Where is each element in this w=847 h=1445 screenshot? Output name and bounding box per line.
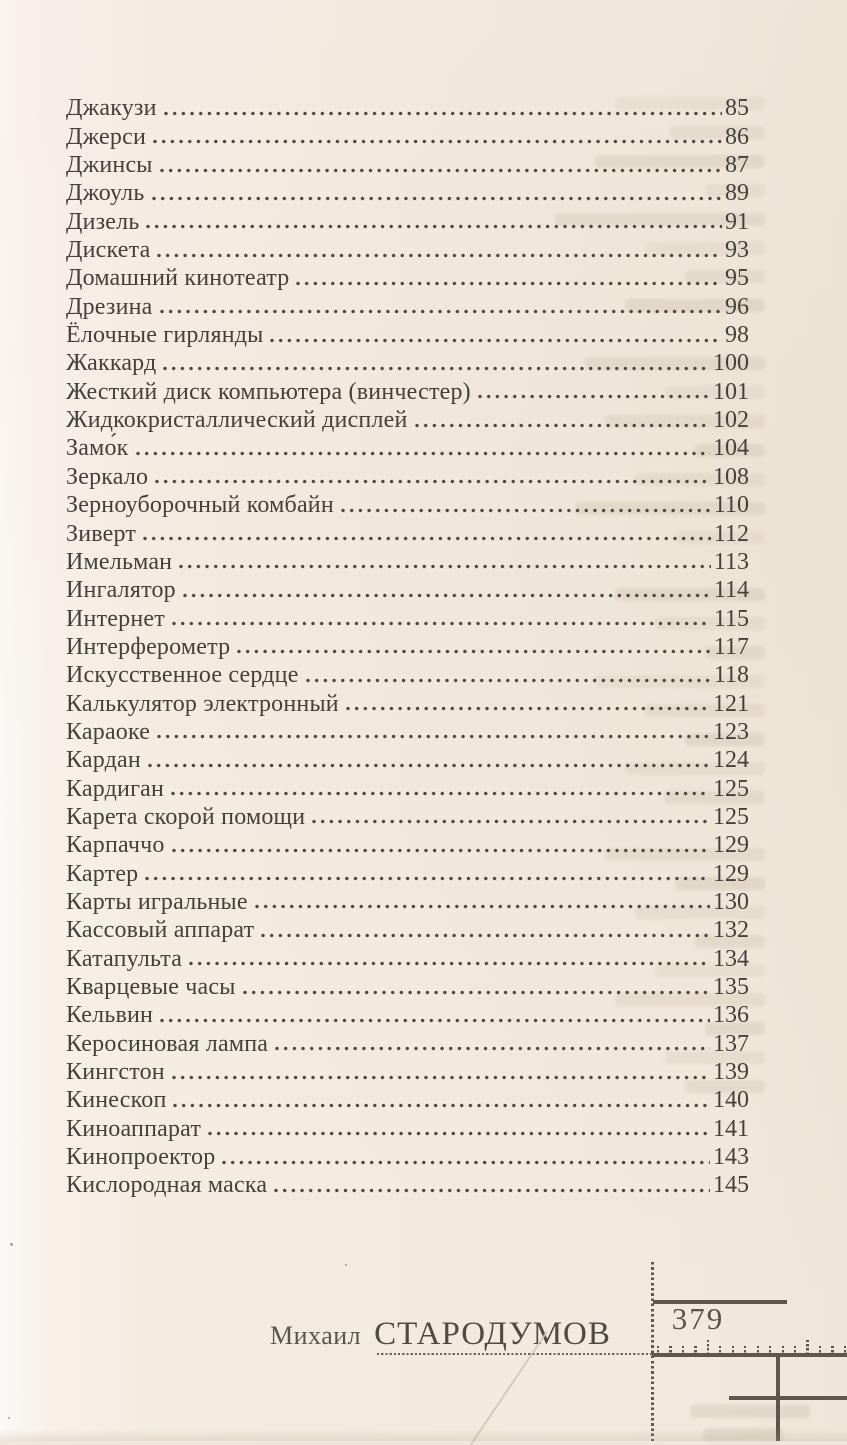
author-last-name: СТАРОДУМОВ [374,1316,611,1352]
leader-dots [172,621,711,626]
leader-dots [183,593,711,598]
entry-title: Джерси [66,123,146,150]
leader-dots [222,1160,710,1165]
entry-page-number: 102 [713,407,749,434]
toc-entry [66,491,749,519]
toc-entry [66,689,749,717]
leader-dots [172,1075,710,1080]
entry-page-number: 121 [713,690,749,717]
leader-dots [270,338,722,343]
entry-title: Кингстон [66,1059,165,1086]
entry-page-number: 110 [713,492,749,519]
toc-entry [66,1058,749,1086]
toc-entry [66,151,749,179]
entry-title: Караоке [66,718,151,745]
entry-page-number: 112 [713,520,749,547]
toc-entry [66,633,749,661]
leader-dots [255,904,710,909]
entry-title: Имельман [66,548,173,575]
entry-title: Дизель [66,208,140,235]
leader-dots [171,791,710,796]
entry-page-number: 87 [725,152,749,179]
toc-entry [66,1001,749,1029]
toc-entry [66,122,749,150]
entry-page-number: 137 [713,1030,749,1057]
leader-dots [274,1188,710,1193]
author-first-name: Михаил [270,1321,362,1350]
leader-dots [163,366,710,371]
entry-title: Карета скорой помощи [66,803,306,830]
entry-page-number: 108 [713,463,749,490]
entry-title: Кардан [66,747,141,774]
entry-page-number: 124 [713,747,749,774]
toc-entry [66,292,749,320]
entry-page-number: 93 [725,237,749,264]
entry-title: Зерноуборочный комбайн [66,492,334,519]
entry-page-number: 135 [713,974,749,1000]
entry-title: Жаккард [66,350,157,377]
scan-speck [10,1243,13,1246]
toc-entry [66,1086,749,1114]
entry-title: Кинопроектор [66,1144,216,1171]
entry-title: Кислородная маска [66,1172,268,1199]
entry-title: Киноаппарат [66,1115,202,1142]
entry-page-number: 141 [713,1115,749,1142]
leader-dots [478,394,710,399]
entry-title: Зиверт [66,520,137,547]
toc-entry [66,1171,749,1199]
toc-entry [66,916,749,944]
leader-dots [189,961,710,966]
toc-list [66,94,749,1199]
entry-page-number: 139 [713,1059,749,1086]
leader-dots [208,1131,710,1136]
leader-dots [157,734,710,739]
bleedthrough-mark [703,1428,783,1441]
leader-dots [415,423,710,428]
toc-entry [66,179,749,207]
entry-title: Интернет [66,605,165,632]
leader-dots [136,451,710,456]
leader-dots [145,876,710,881]
toc-entry [66,661,749,689]
entry-title: Керосиновая лампа [66,1030,269,1057]
leader-dots [261,933,710,938]
entry-title: Кварцевые часы [66,974,236,1000]
entry-page-number: 125 [713,803,749,830]
toc-entry [66,321,749,349]
bleedthrough-mark [690,1405,810,1418]
toc-entry [66,576,749,604]
author-name [270,1316,611,1353]
leader-dots [164,111,722,116]
entry-page-number: 86 [725,123,749,150]
entry-page-number: 101 [713,378,749,405]
toc-entry [66,944,749,972]
entry-page-number: 114 [713,577,749,604]
toc-entry [66,803,749,831]
crop-mark-vertical-dotted [651,1262,654,1441]
leader-dots [143,536,711,541]
leader-dots [160,309,722,314]
entry-page-number: 115 [713,605,749,632]
toc-entry [66,462,749,490]
toc-entry [66,888,749,916]
entry-page-number: 98 [725,322,749,349]
toc-entry [66,236,749,264]
entry-page-number: 96 [725,293,749,320]
scan-speck [345,1264,347,1266]
leader-dots [153,139,722,144]
entry-page-number: 117 [713,633,749,660]
leader-dots [341,508,711,513]
entry-page-number: 104 [713,435,749,462]
entry-title: Дрезина [66,293,153,320]
entry-title: Кинескоп [66,1087,167,1114]
entry-title: Кассовый аппарат [66,917,255,944]
entry-page-number: 140 [713,1087,749,1114]
toc-entry [66,377,749,405]
entry-page-number: 125 [713,775,749,802]
entry-title: Замо́к [66,435,129,462]
toc-entry [66,264,749,292]
entry-title: Джинсы [66,152,153,179]
entry-title: Зеркало [66,463,149,490]
leader-dots [148,763,710,768]
toc-entry [66,604,749,632]
entry-title: Искусственное сердце [66,662,299,689]
entry-page-number: 130 [713,888,749,915]
entry-title: Кельвин [66,1002,154,1029]
entry-title: Кардиган [66,775,165,802]
entry-page-number: 129 [713,860,749,887]
entry-title: Домашний кинотеатр [66,265,290,292]
leader-dots [160,1018,710,1023]
author-underline [377,1353,653,1355]
leader-dots [243,990,710,995]
entry-page-number: 145 [713,1172,749,1199]
entry-title: Жесткий диск компьютера (винчестер) [66,378,471,405]
entry-page-number: 89 [725,180,749,207]
entry-page-number: 129 [713,832,749,859]
leader-dots [173,1103,710,1108]
entry-title: Жидкокристаллический дисплей [66,407,408,434]
entry-page-number: 134 [713,945,749,972]
leader-dots [237,649,711,654]
scan-speck [8,1417,10,1419]
entry-title: Дискета [66,237,151,264]
leader-dots [152,196,722,201]
leader-dots [306,678,711,683]
leader-dots [157,253,722,258]
toc-entry [66,434,749,462]
toc-entry [66,973,749,1001]
crop-mark-horizontal-bottom [729,1396,847,1400]
entry-title: Катапульта [66,945,183,972]
entry-page-number: 91 [725,208,749,235]
leader-dots [346,706,710,711]
entry-page-number: 136 [713,1002,749,1029]
toc-entry [66,349,749,377]
entry-page-number: 132 [713,917,749,944]
toc-entry [66,207,749,235]
toc-entry [66,519,749,547]
print-sheet-number: 379 [671,1301,725,1336]
toc-entry [66,1029,749,1057]
toc-entry [66,774,749,802]
entry-page-number: 100 [713,350,749,377]
leader-dots [172,848,710,853]
leader-dots [179,564,711,569]
toc-entry [66,1114,749,1142]
toc-entry [66,746,749,774]
entry-title: Карпаччо [66,832,165,859]
toc-entry [66,718,749,746]
entry-page-number: 113 [713,548,749,575]
leader-dots [160,168,722,173]
entry-page-number: 123 [713,718,749,745]
toc-entry [66,831,749,859]
entry-title: Ингалятор [66,577,176,604]
leader-dots [146,224,722,229]
entry-page-number: 85 [725,95,749,122]
entry-page-number: 143 [713,1144,749,1171]
entry-title: Ёлочные гирлянды [66,322,264,349]
entry-title: Джоуль [66,180,145,207]
leader-dots [312,819,710,824]
toc-entry [66,1143,749,1171]
entry-title: Карты игральные [66,888,248,915]
entry-page-number: 95 [725,265,749,292]
entry-title: Интерферометр [66,633,231,660]
footer-rule [652,1353,847,1357]
entry-title: Калькулятор электронный [66,690,339,717]
entry-title: Картер [66,860,139,887]
leader-dots [275,1046,710,1051]
leader-dots [155,479,710,484]
toc-entry [66,94,749,122]
toc-entry [66,548,749,576]
toc-entry [66,406,749,434]
toc-entry [66,859,749,887]
entry-page-number: 118 [713,662,749,689]
leader-dots [296,281,722,286]
entry-title: Джакузи [66,95,157,122]
